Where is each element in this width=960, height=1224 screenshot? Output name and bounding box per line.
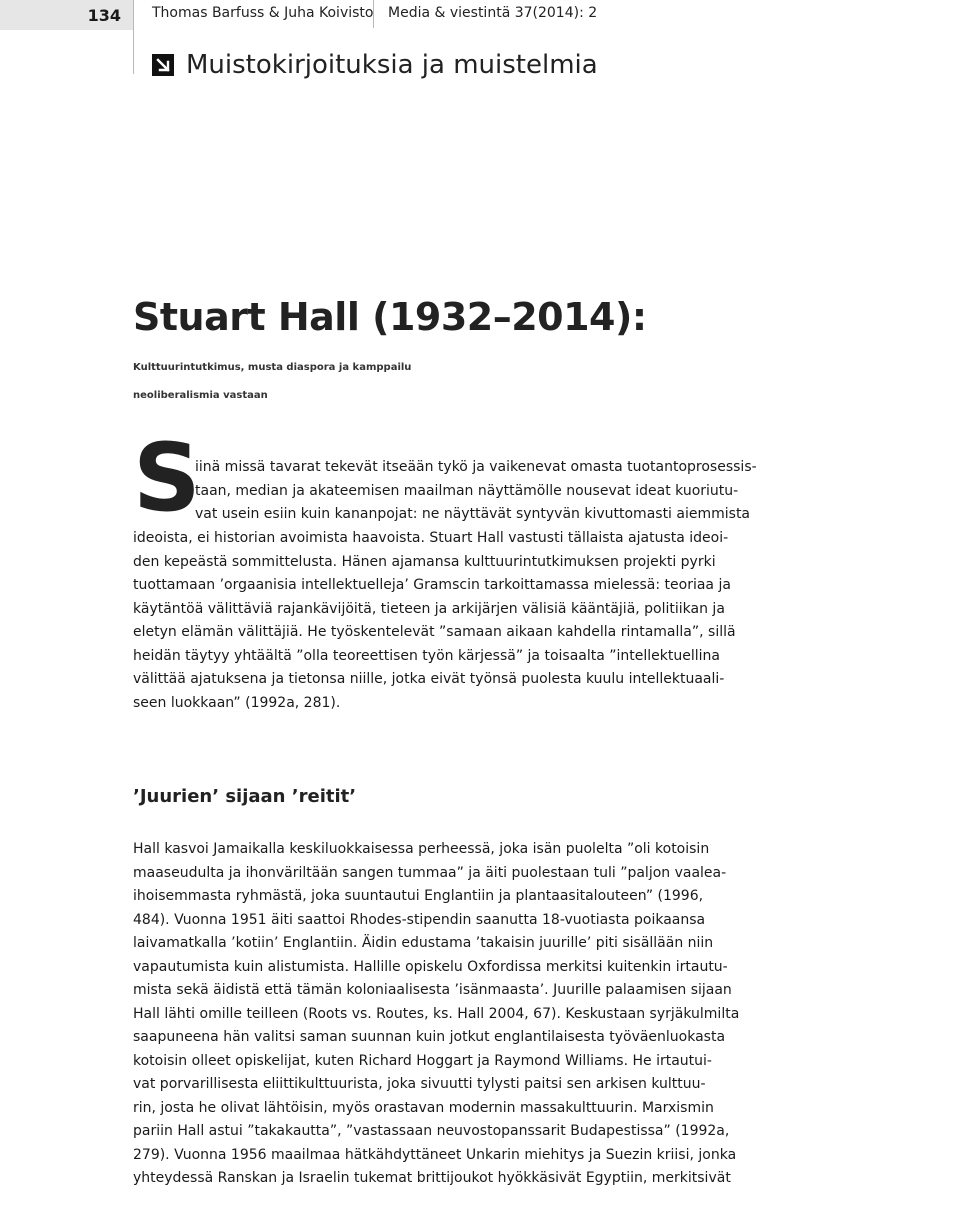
article-title: Stuart Hall (1932–2014): — [133, 295, 647, 339]
body-line: yhteydessä Ranskan ja Israelin tukemat brittijoukot hyökkäsivät Egyptiin, merkitsivät — [133, 1170, 731, 1186]
header-divider — [133, 0, 134, 74]
intro-line: den kepeästä sommittelusta. Hänen ajamansa kulttuurintutkimuksen projekti pyrki — [133, 553, 716, 570]
intro-line: seen luokkaan” (1992a, 281). — [133, 694, 341, 711]
section-label: Muistokirjoituksia ja muistelmia — [186, 50, 598, 80]
body-line: mista sekä äidistä että tämän koloniaalisesta ’isänmaasta’. Juurille palaamisen sijaan — [133, 982, 732, 998]
subtitle-line: neoliberalismia vastaan — [133, 390, 268, 401]
body-line: vat porvarillisesta eliittikulttuurista, joka sivuutti tylysti paitsi sen arkisen kulttuu- — [133, 1076, 706, 1092]
body-paragraph — [133, 838, 809, 1191]
section-heading — [152, 50, 598, 80]
intro-line: iinä missä tavarat tekevät itseään tykö ja vaikenevat omasta tuotantoprosessis- — [195, 459, 757, 475]
running-header — [0, 0, 960, 30]
drop-cap: S — [133, 424, 201, 533]
intro-line: ideoista, ei historian avoimista haavoista. Stuart Hall vastusti tällaista ajatusta ideoi- — [133, 530, 729, 546]
intro-line: heidän täytyy yhtäältä ”olla teoreettisen työn kärjessä” ja toisaalta ”intellektuellina — [133, 647, 720, 664]
intro-line: välittää ajatuksena ja tietonsa niille, jotka eivät työnsä puolesta kuulu intellektuaali- — [133, 671, 725, 687]
page-number: 134 — [0, 0, 133, 30]
body-line: pariin Hall astui ”takakautta”, ”vastassaan neuvostopanssarit Budapestissa” (1992a, — [133, 1123, 730, 1139]
intro-line: käytäntöä välittäviä rajankävijöitä, tieteen ja arkijärjen välisiä kääntäjiä, politiikan ja — [133, 600, 725, 617]
intro-paragraph — [133, 527, 809, 715]
header-authors: Thomas Barfuss & Juha Koivisto — [152, 5, 374, 21]
body-line: kotoisin olleet opiskelijat, kuten Richard Hoggart ja Raymond Williams. He irtautui- — [133, 1052, 712, 1069]
section-subheading: ’Juurien’ sijaan ’reitit’ — [133, 786, 357, 807]
body-line: laivamatkalla ’kotiin’ Englantiin. Äidin edustama ’takaisin juurille’ piti sisällään niin — [133, 935, 714, 951]
intro-line: tuottamaan ’orgaanisia intellektuelleja’ Gramscin tarkoittamassa mielessä: teoriaa ja — [133, 577, 731, 593]
body-line: ihoisemmasta ryhmästä, joka suuntautui Englantiin ja plantaasitalouteen” (1996, — [133, 888, 704, 904]
body-line: 279). Vuonna 1956 maailmaa hätkähdyttäneet Unkarin miehitys ja Suezin kriisi, jonka — [133, 1146, 737, 1163]
body-line: Hall kasvoi Jamaikalla keskiluokkaisessa perheessä, joka isän puolelta ”oli kotoisin — [133, 841, 710, 857]
body-line: 484). Vuonna 1951 äiti saattoi Rhodes-stipendin saanutta 18-vuotiasta poikaansa — [133, 911, 706, 928]
intro-line: vat usein esiin kuin kananpojat: ne näyttävät syntyvän kivuttomasti aiemmista — [195, 506, 751, 522]
arrow-down-right-icon — [152, 54, 174, 76]
body-line: saapuneena hän valitsi saman suunnan kuin jotkut englantilaisesta työväenluokasta — [133, 1029, 726, 1045]
body-line: Hall lähti omille teilleen (Roots vs. Routes, ks. Hall 2004, 67). Keskustaan syrjäkulmilta — [133, 1005, 740, 1022]
header-journal: Media & viestintä 37(2014): 2 — [388, 5, 598, 21]
subtitle-line: Kulttuurintutkimus, musta diaspora ja kamppailu — [133, 362, 412, 373]
body-line: maaseudulta ja ihonväriltään sangen tummaa” ja äiti puolestaan tuli ”paljon vaalea- — [133, 864, 727, 881]
body-line: rin, josta he olivat lähtöisin, myös orastavan modernin massakulttuurin. Marxismin — [133, 1099, 714, 1116]
header-divider — [373, 0, 374, 28]
intro-line: taan, median ja akateemisen maailman näyttämölle nousevat ideat kuoriutu- — [195, 482, 739, 499]
intro-line: eletyn elämän välittäjiä. He työskentelevät ”samaan aikaan kahdella rintamalla”, sillä — [133, 624, 736, 640]
body-line: vapautumista kuin alistumista. Hallille opiskelu Oxfordissa merkitsi kuitenkin irtautu- — [133, 958, 728, 975]
article-subtitle — [133, 354, 833, 410]
